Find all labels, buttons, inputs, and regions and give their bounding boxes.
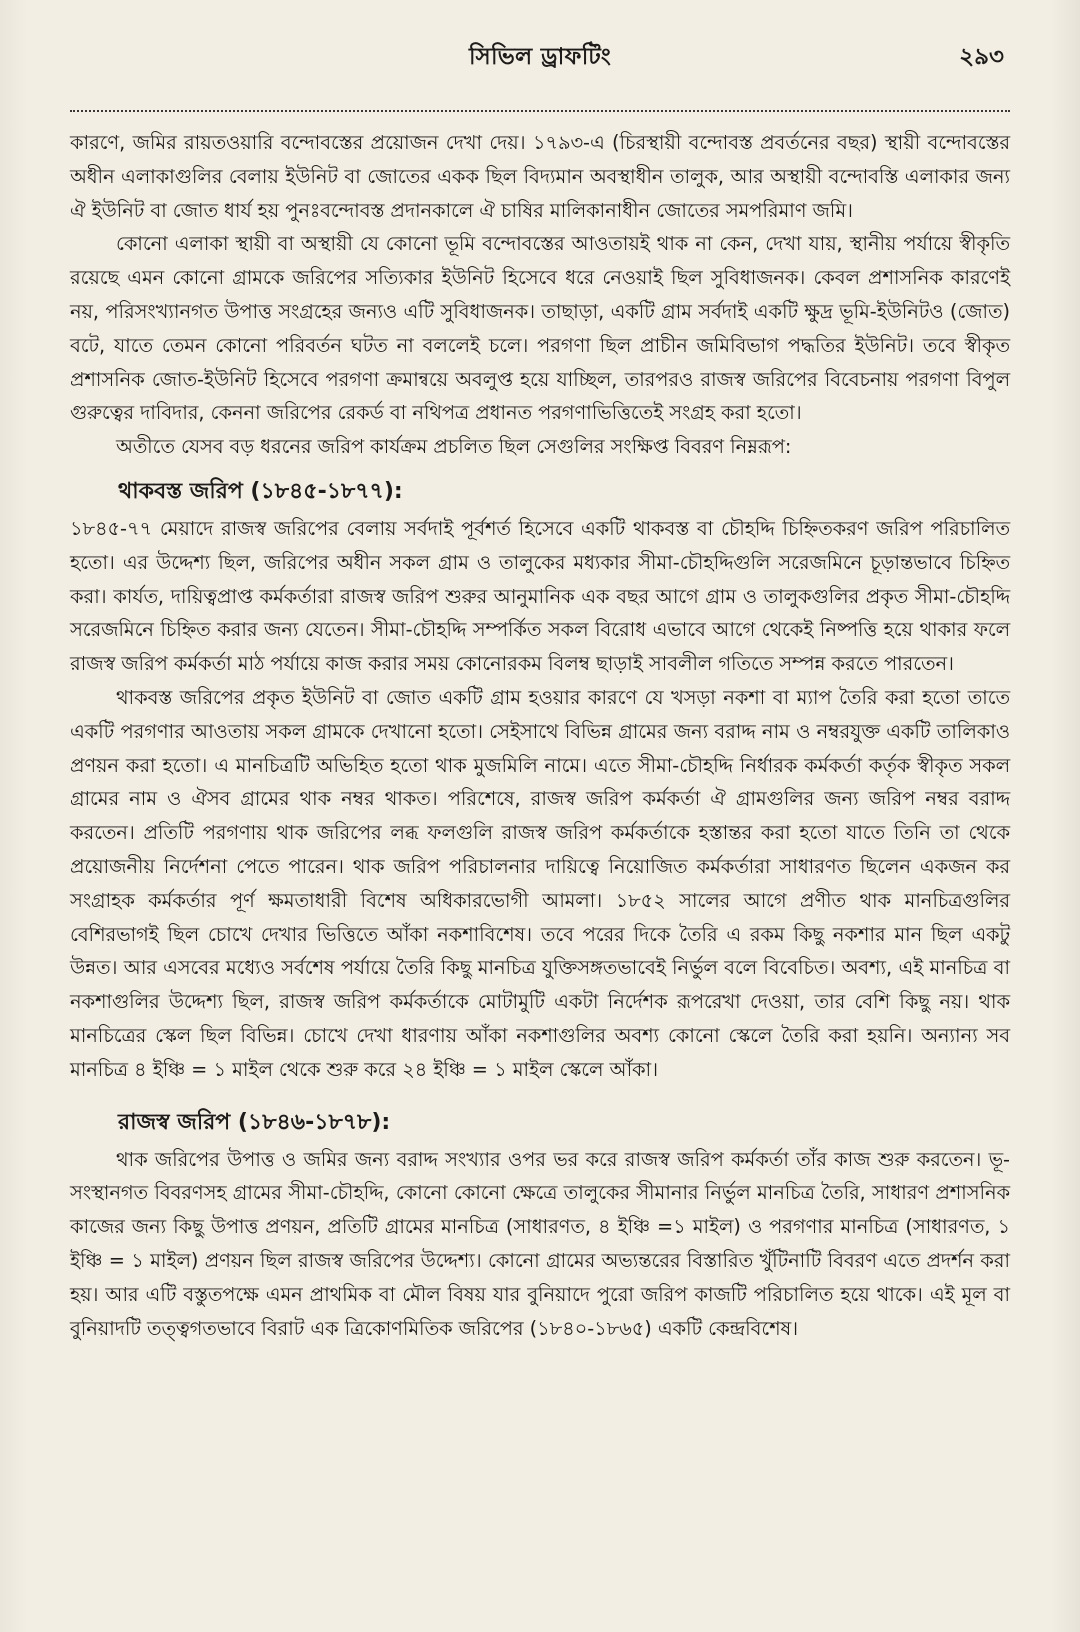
paragraph-revenue-survey: থাক জরিপের উপাত্ত ও জমির জন্য বরাদ্দ সংখ্যার ওপর ভর করে রাজস্ব জরিপ কর্মকর্তা তাঁর কাজ শুরু করতেন। ভূ-সংস্থানগত বিবরণসহ গ্রামের সীমা-চৌহদ্দি, কোনো কোনো ক্ষেত্রে তালুকের সীমানার নির্ভুল মানচিত্র তৈরি, সাধারণ প্রশাসনিক কাজের জন্য কিছু উপাত্ত প্রণয়ন, প্রতিটি গ্রামের মানচিত্র (সাধারণত, ৪ ইঞ্চি =১ মাইল) ও পরগণার মানচিত্র (সাধারণত, ১ ইঞ্চি = ১ মাইল) প্রণয়ন ছিল রাজস্ব জরিপের উদ্দেশ্য। কোনো গ্রামের অভ্যন্তরের বিস্তারিত খুঁটিনাটি বিবরণ এতে প্রদর্শন করা হয়। আর এটি বস্তুতপক্ষে এমন প্রাথমিক বা মৌল বিষয় যার বুনিয়াদে পুরো জরিপ কাজটি পরিচালিত হয়ে থাকে। এই মূল বা বুনিয়াদটি তত্ত্বগতভাবে বিরাট এক ত্রিকোণমিতিক জরিপের (১৮৪০-১৮৬৫) একটি কেন্দ্রবিশেষ। — [70, 1147, 1010, 1340]
running-header — [70, 32, 1010, 72]
running-title: সিভিল ড্রাফটিং — [468, 44, 612, 70]
header-dotted-rule — [70, 110, 1010, 112]
paragraph-thak-maps: থাকবস্ত জরিপের প্রকৃত ইউনিট বা জোত একটি গ্রাম হওয়ার কারণে যে খসড়া নকশা বা ম্যাপ তৈরি করা হতো তাতে একটি পরগণার আওতায় সকল গ্রামকে দেখানো হতো। সেইসাথে বিভিন্ন গ্রামের জন্য বরাদ্দ নাম ও নম্বরযুক্ত একটি তালিকাও প্রণয়ন করা হতো। এ মানচিত্রটি অভিহিত হতো থাক মুজমিলি নামে। এতে সীমা-চৌহদ্দি নির্ধারক কর্মকর্তা কর্তৃক স্বীকৃত সকল গ্রামের নাম ও ঐসব গ্রামের থাক নম্বর থাকত। পরিশেষে, রাজস্ব জরিপ কর্মকর্তা ঐ গ্রামগুলির জন্য জরিপ নম্বর বরাদ্দ করতেন। প্রতিটি পরগণায় থাক জরিপের লব্ধ ফলগুলি রাজস্ব জরিপ কর্মকর্তাকে হস্তান্তর করা হতো যাতে তিনি তা থেকে প্রয়োজনীয় নির্দেশনা পেতে পারেন। থাক জরিপ পরিচালনার দায়িত্বে নিয়োজিত কর্মকর্তারা সাধারণত ছিলেন একজন কর সংগ্রাহক কর্মকর্তার পূর্ণ ক্ষমতাধারী বিশেষ অধিকারভোগী আমলা। ১৮৫২ সালের আগে প্রণীত থাক মানচিত্রগুলির বেশিরভাগই ছিল চোখে দেখার ভিত্তিতে আঁকা নকশাবিশেষ। তবে পরের দিকে তৈরি এ রকম কিছু নকশার মান ছিল একটু উন্নত। আর এসবের মধ্যেও সর্বশেষ পর্যায়ে তৈরি কিছু মানচিত্র যুক্তিসঙ্গতভাবেই নির্ভুল বলে বিবেচিত। অবশ্য, এই মানচিত্র বা নকশাগুলির উদ্দেশ্য ছিল, রাজস্ব জরিপ কর্মকর্তাকে মোটামুটি একটা নির্দেশক রূপরেখা দেওয়া, তার বেশি কিছু নয়। থাক মানচিত্রের স্কেল ছিল বিভিন্ন। চোখে দেখা ধারণায় আঁকা নকশাগুলির অবশ্য কোনো স্কেলে তৈরি করা হয়নি। অন্যান্য সব মানচিত্র ৪ ইঞ্চি = ১ মাইল থেকে শুরু করে ২৪ ইঞ্চি = ১ মাইল স্কেলে আঁকা। — [70, 685, 1010, 1081]
body-text — [70, 126, 1010, 1345]
paragraph-intro-list: অতীতে যেসব বড় ধরনের জরিপ কার্যক্রম প্রচলিত ছিল সেগুলির সংক্ষিপ্ত বিবরণ নিম্নরূপ: — [116, 435, 792, 459]
heading-revenue-survey: রাজস্ব জরিপ (১৮৪৬-১৮৭৮): — [118, 1109, 391, 1135]
page-number: ২৯৩ — [959, 44, 1004, 70]
paragraph-thakbast-purpose: ১৮৪৫-৭৭ মেয়াদে রাজস্ব জরিপের বেলায় সর্বদাই পূর্বশর্ত হিসেবে একটি থাকবস্ত বা চৌহদ্দি চিহ্নিতকরণ জরিপ পরিচালিত হতো। এর উদ্দেশ্য ছিল, জরিপের অধীন সকল গ্রাম ও তালুকের মধ্যকার সীমা-চৌহদ্দিগুলি সরেজমিনে চূড়ান্তভাবে চিহ্নিত করা। কার্যত, দায়িত্বপ্রাপ্ত কর্মকর্তারা রাজস্ব জরিপ শুরুর আনুমানিক এক বছর আগে গ্রাম ও তালুকগুলির প্রকৃত সীমা-চৌহদ্দি সরেজমিনে চিহ্নিত করার জন্য যেতেন। সীমা-চৌহদ্দি সম্পর্কিত সকল বিরোধ এভাবে আগে থেকেই নিষ্পত্তি হয়ে থাকার ফলে রাজস্ব জরিপ কর্মকর্তা মাঠ পর্যায়ে কাজ করার সময় কোনোরকম বিলম্ব ছাড়াই সাবলীল গতিতে সম্পন্ন করতে পারতেন। — [70, 516, 1010, 676]
heading-thakbast-survey: থাকবস্ত জরিপ (১৮৪৫-১৮৭৭): — [118, 478, 403, 504]
paragraph-village-unit: কোনো এলাকা স্থায়ী বা অস্থায়ী যে কোনো ভূমি বন্দোবস্তের আওতায়ই থাক না কেন, দেখা যায়, স্থানীয় পর্যায়ে স্বীকৃতি রয়েছে এমন কোনো গ্রামকে জরিপের সত্যিকার ইউনিট হিসেবে ধরে নেওয়াই ছিল সুবিধাজনক। কেবল প্রশাসনিক কারণেই নয়, পরিসংখ্যানগত উপাত্ত সংগ্রহের জন্যও এটি সুবিধাজনক। তাছাড়া, একটি গ্রাম সর্বদাই একটি ক্ষুদ্র ভূমি-ইউনিটও (জোত) বটে, যাতে তেমন কোনো পরিবর্তন ঘটত না বললেই চলে। পরগণা ছিল প্রাচীন জমিবিভাগ পদ্ধতির ইউনিট। তবে স্বীকৃত প্রশাসনিক জোত-ইউনিট হিসেবে পরগণা ক্রমান্বয়ে অবলুপ্ত হয়ে যাচ্ছিল, তারপরও রাজস্ব জরিপের বিবেচনায় পরগণা বিপুল গুরুত্বের দাবিদার, কেননা জরিপের রেকর্ড বা নথিপত্র প্রধানত পরগণাভিত্তিতেই সংগ্রহ করা হতো। — [70, 232, 1010, 425]
paragraph-rayatwari: কারণে, জমির রায়তওয়ারি বন্দোবস্তের প্রয়োজন দেখা দেয়। ১৭৯৩-এ (চিরস্থায়ী বন্দোবস্ত প্রবর্তনের বছর) স্থায়ী বন্দোবস্তের অধীন এলাকাগুলির বেলায় ইউনিট বা জোতের একক ছিল বিদ্যমান অবস্থাধীন তালুক, আর অস্থায়ী বন্দোবস্তি এলাকার জন্য ঐ ইউনিট বা জোত ধার্য হয় পুনঃবন্দোবস্ত প্রদানকালে ঐ চাষির মালিকানাধীন জোতের সমপরিমাণ জমি। — [70, 131, 1010, 222]
